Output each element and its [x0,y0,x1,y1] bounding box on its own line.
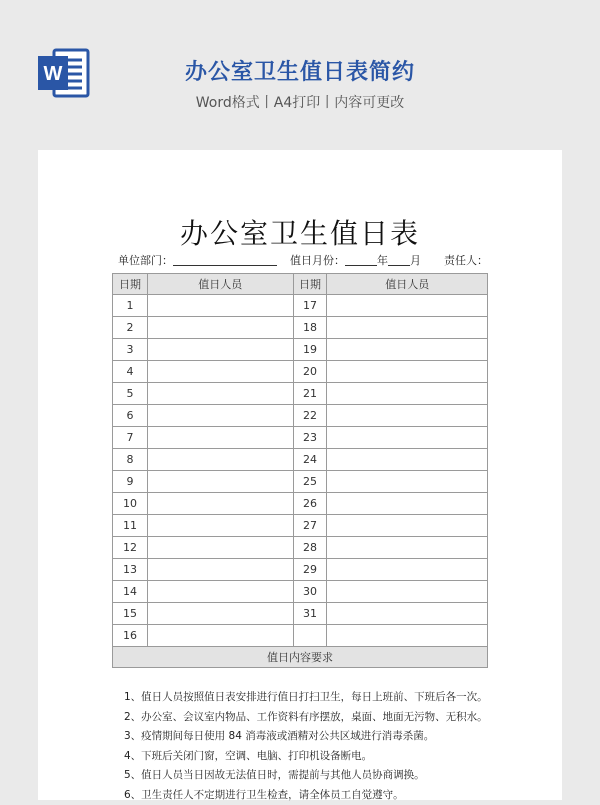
day-cell: 2 [113,317,148,339]
table-header-row [113,274,488,295]
table-row [113,339,488,361]
day-cell: 6 [113,405,148,427]
day-cell: 5 [113,383,148,405]
table-row [113,537,488,559]
table-row [113,625,488,647]
staff-cell[interactable] [147,515,293,537]
month-field [290,252,421,268]
day-cell: 12 [113,537,148,559]
staff-cell[interactable] [327,537,488,559]
table-row [113,603,488,625]
day-cell: 27 [293,515,327,537]
staff-cell[interactable] [327,383,488,405]
day-cell: 29 [293,559,327,581]
staff-cell[interactable] [147,427,293,449]
table-row [113,471,488,493]
day-cell: 11 [113,515,148,537]
col-date-right: 日期 [293,274,327,295]
month-label: 值日月份： [290,254,345,267]
day-cell: 14 [113,581,148,603]
year-blank [345,255,377,266]
col-staff-left: 值日人员 [147,274,293,295]
staff-cell[interactable] [147,449,293,471]
staff-cell[interactable] [147,295,293,317]
col-staff-right: 值日人员 [327,274,488,295]
staff-cell[interactable] [327,405,488,427]
staff-cell[interactable] [147,317,293,339]
staff-cell[interactable] [147,625,293,647]
unit-label: 单位部门： [118,254,173,267]
day-cell: 19 [293,339,327,361]
staff-cell[interactable] [147,383,293,405]
responsible-label: 责任人： [444,254,488,267]
day-cell: 23 [293,427,327,449]
day-cell: 24 [293,449,327,471]
day-cell: 13 [113,559,148,581]
staff-cell[interactable] [327,559,488,581]
requirements-header-row [113,647,488,668]
table-row [113,515,488,537]
year-label: 年 [377,254,388,267]
staff-cell[interactable] [147,361,293,383]
day-cell: 10 [113,493,148,515]
staff-cell[interactable] [327,471,488,493]
day-cell: 16 [113,625,148,647]
staff-cell[interactable] [327,361,488,383]
staff-cell[interactable] [147,493,293,515]
day-cell [293,625,327,647]
staff-cell[interactable] [327,339,488,361]
table-row [113,493,488,515]
table-row [113,559,488,581]
staff-cell[interactable] [147,471,293,493]
requirement-item: 4、下班后关闭门窗，空调、电脑、打印机设备断电。 [124,747,554,767]
table-row [113,405,488,427]
day-cell: 4 [113,361,148,383]
day-cell: 15 [113,603,148,625]
duty-table [112,273,488,668]
day-cell: 7 [113,427,148,449]
month-blank [388,255,410,266]
unit-blank [173,255,277,266]
requirements-header: 值日内容要求 [113,647,488,668]
staff-cell[interactable] [327,581,488,603]
staff-cell[interactable] [327,427,488,449]
staff-cell[interactable] [327,515,488,537]
requirement-item: 3、疫情期间每日使用 84 消毒液或酒精对公共区域进行消毒杀菌。 [124,727,554,747]
requirement-item: 5、值日人员当日因故无法值日时，需提前与其他人员协商调换。 [124,766,554,786]
month-suffix: 月 [410,254,421,267]
staff-cell[interactable] [327,625,488,647]
document-paper [38,150,562,800]
day-cell: 25 [293,471,327,493]
staff-cell[interactable] [147,405,293,427]
staff-cell[interactable] [147,339,293,361]
staff-cell[interactable] [327,493,488,515]
staff-cell[interactable] [147,603,293,625]
page-title: 办公室卫生值日表简约 [0,55,600,86]
document-title: 办公室卫生值日表 [38,212,562,252]
svg-text:W: W [44,63,63,85]
staff-cell[interactable] [147,559,293,581]
day-cell: 31 [293,603,327,625]
staff-cell[interactable] [327,603,488,625]
table-row [113,449,488,471]
day-cell: 17 [293,295,327,317]
col-date-left: 日期 [113,274,148,295]
requirement-item: 6、卫生责任人不定期进行卫生检查，请全体员工自觉遵守。 [124,786,554,805]
table-row [113,427,488,449]
day-cell: 18 [293,317,327,339]
staff-cell[interactable] [327,295,488,317]
day-cell: 20 [293,361,327,383]
day-cell: 3 [113,339,148,361]
table-row [113,361,488,383]
staff-cell[interactable] [147,581,293,603]
table-row [113,581,488,603]
table-row [113,295,488,317]
day-cell: 21 [293,383,327,405]
table-row [113,383,488,405]
staff-cell[interactable] [327,317,488,339]
staff-cell[interactable] [147,537,293,559]
day-cell: 30 [293,581,327,603]
unit-field [118,252,277,268]
requirement-item: 2、办公室、会议室内物品、工作资料有序摆放，桌面、地面无污物、无积水。 [124,708,554,728]
header-banner [0,0,600,150]
day-cell: 28 [293,537,327,559]
page-subtitle: Word格式丨A4打印丨内容可更改 [0,92,600,112]
day-cell: 22 [293,405,327,427]
responsible-field [444,252,488,268]
staff-cell[interactable] [327,449,488,471]
day-cell: 1 [113,295,148,317]
requirement-item: 1、值日人员按照值日表安排进行值日打扫卫生，每日上班前、下班后各一次。 [124,688,554,708]
day-cell: 8 [113,449,148,471]
day-cell: 26 [293,493,327,515]
table-row [113,317,488,339]
requirements-list [124,688,554,805]
day-cell: 9 [113,471,148,493]
